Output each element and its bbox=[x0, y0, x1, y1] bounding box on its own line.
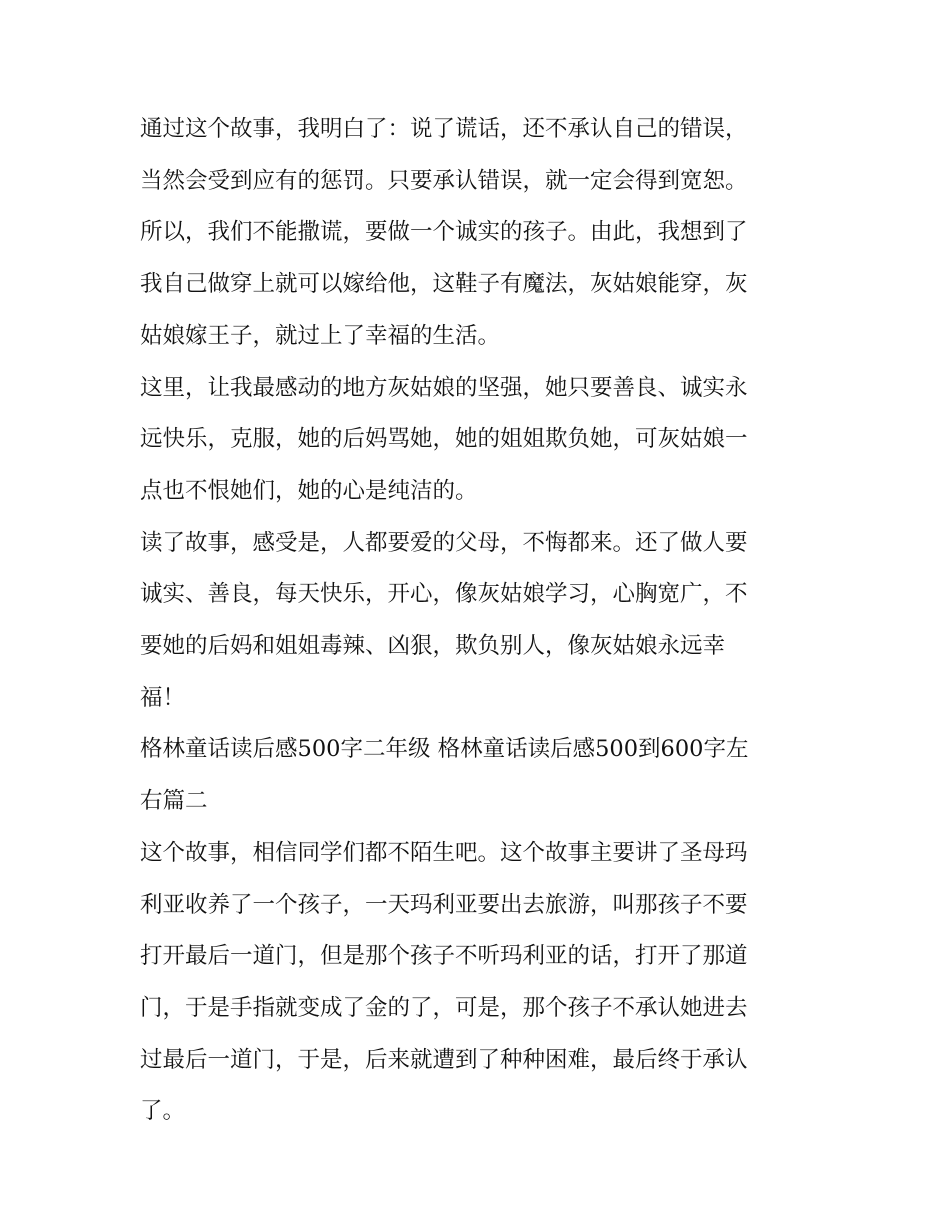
text-line: 远快乐，克服，她的后妈骂她，她的姐姐欺负她，可灰姑娘一 bbox=[140, 426, 748, 453]
paragraph-5 bbox=[140, 828, 820, 1138]
text-line: 这里，让我最感动的地方灰姑娘的坚强，她只要善良、诚实永 bbox=[140, 374, 748, 401]
text-line: 这个故事，相信同学们都不陌生吧。这个故事主要讲了圣母玛 bbox=[140, 839, 748, 866]
paragraph-1 bbox=[140, 104, 820, 363]
text-line: 所以，我们不能撒谎，要做一个诚实的孩子。由此，我想到了 bbox=[140, 219, 748, 246]
heading-line: 右篇二 bbox=[140, 788, 208, 815]
text-line: 福！ bbox=[140, 684, 186, 711]
text-line: 我自己做穿上就可以嫁给他，这鞋子有魔法，灰姑娘能穿，灰 bbox=[140, 271, 748, 298]
document-body bbox=[140, 104, 820, 1138]
text-line: 打开最后一道门，但是那个孩子不听玛利亚的话，打开了那道 bbox=[140, 943, 748, 970]
text-line: 读了故事，感受是，人都要爱的父母，不悔都来。还了做人要 bbox=[140, 529, 748, 556]
text-line: 点也不恨她们，她的心是纯洁的。 bbox=[140, 477, 478, 504]
paragraph-3 bbox=[140, 518, 820, 725]
text-line: 利亚收养了一个孩子，一天玛利亚要出去旅游，叫那孩子不要 bbox=[140, 891, 748, 918]
section-heading bbox=[140, 724, 820, 827]
text-line: 姑娘嫁王子，就过上了幸福的生活。 bbox=[140, 322, 501, 349]
paragraph-2 bbox=[140, 363, 820, 518]
text-line: 门，于是手指就变成了金的了，可是，那个孩子不承认她进去 bbox=[140, 994, 748, 1021]
text-line: 当然会受到应有的惩罚。只要承认错误，就一定会得到宽恕。 bbox=[140, 167, 748, 194]
text-line: 过最后一道门，于是，后来就遭到了种种困难，最后终于承认 bbox=[140, 1046, 748, 1073]
heading-line: 格林童话读后感500字二年级 格林童话读后感500到600字左 bbox=[140, 736, 749, 763]
text-line: 通过这个故事，我明白了：说了谎话，还不承认自己的错误， bbox=[140, 116, 748, 142]
text-line: 要她的后妈和姐姐毒辣、凶狠，欺负别人，像灰姑娘永远幸 bbox=[140, 633, 726, 660]
text-line: 诚实、善良，每天快乐，开心，像灰姑娘学习，心胸宽广，不 bbox=[140, 581, 748, 608]
text-line: 了。 bbox=[140, 1098, 186, 1125]
